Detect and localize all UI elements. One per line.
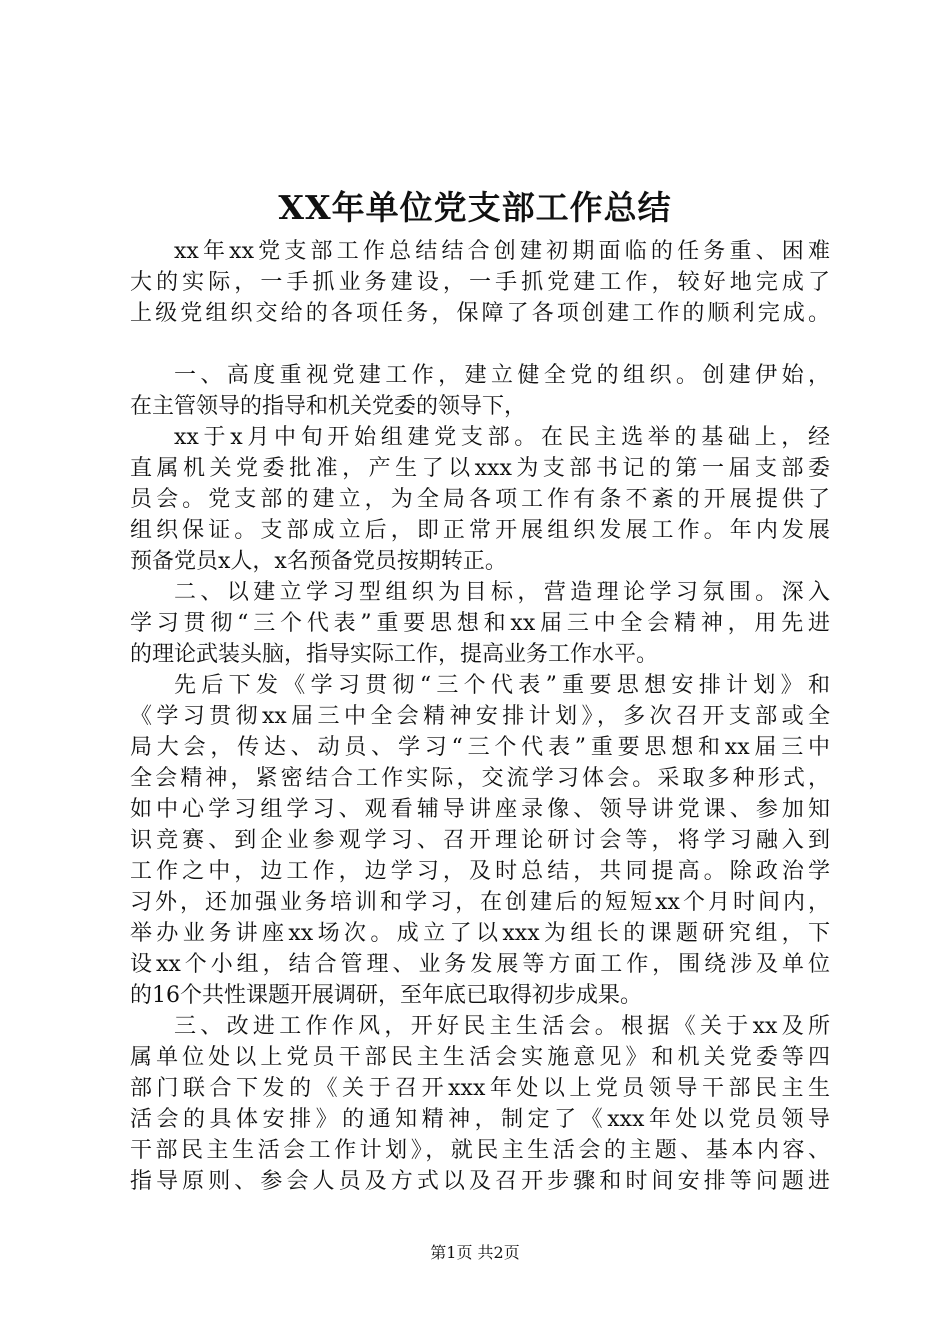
text-line: 直属机关党委批准，产生了以xxx为支部书记的第一届支部委 [130, 456, 830, 481]
text-line: xx于x月中旬开始组建党支部。在民主选举的基础上，经 [174, 425, 830, 450]
text-line: 员会。党支部的建立，为全局各项工作有条不紊的开展提供了 [130, 487, 830, 512]
text-line: 习外，还加强业务培训和学习，在创建后的短短xx个月时间内， [130, 890, 830, 915]
text-line: 三、改进工作作风，开好民主生活会。根据《关于xx及所 [174, 1014, 830, 1039]
text-line: 如中心学习组学习、观看辅导讲座录像、领导讲党课、参加知 [130, 797, 830, 822]
text-line: 在主管领导的指导和机关党委的领导下， [130, 394, 527, 419]
text-line: 识竞赛、到企业参观学习、召开理论研讨会等，将学习融入到 [130, 828, 830, 853]
text-line: 上级党组织交给的各项任务，保障了各项创建工作的顺利完成。 [130, 301, 830, 326]
page-title: XX年单位党支部工作总结 [278, 188, 672, 227]
text-line: 指导原则、参会人员及方式以及召开步骤和时间安排等问题进 [130, 1169, 830, 1194]
page-number-footer: 第1页 共2页 [430, 1243, 520, 1262]
text-line: 二、以建立学习型组织为目标，营造理论学习氛围。深入 [174, 580, 830, 605]
text-line: 预备党员x人，x名预备党员按期转正。 [130, 549, 507, 574]
text-line: 举办业务讲座xx场次。成立了以xxx为组长的课题研究组，下 [130, 921, 830, 946]
text-line: 设xx个小组，结合管理、业务发展等方面工作，围绕涉及单位 [130, 952, 830, 977]
text-line: 局大会，传达、动员、学习“三个代表”重要思想和xx届三中 [130, 735, 830, 760]
blank-line [130, 329, 830, 360]
text-line: 干部民主生活会工作计划》，就民主生活会的主题、基本内容、 [130, 1138, 830, 1163]
text-line: 组织保证。支部成立后，即正常开展组织发展工作。年内发展 [130, 518, 830, 543]
text-line: 一、高度重视党建工作，建立健全党的组织。创建伊始， [174, 363, 830, 388]
text-line: 的16个共性课题开展调研，至年底已取得初步成果。 [130, 983, 642, 1008]
text-line: 工作之中，边工作，边学习，及时总结，共同提高。除政治学 [130, 859, 830, 884]
text-line: 大的实际，一手抓业务建设，一手抓党建工作，较好地完成了 [130, 270, 830, 295]
document-body [130, 236, 830, 1197]
text-line: 部门联合下发的《关于召开xxx年处以上党员领导干部民主生 [130, 1076, 830, 1101]
text-line: 《学习贯彻xx届三中全会精神安排计划》，多次召开支部或全 [130, 704, 830, 729]
text-line: xx年xx党支部工作总结结合创建初期面临的任务重、困难 [174, 239, 830, 264]
text-line: 活会的具体安排》的通知精神，制定了《xxx年处以党员领导 [130, 1107, 830, 1132]
text-line: 全会精神，紧密结合工作实际，交流学习体会。采取多种形式， [130, 766, 830, 791]
text-line: 的理论武装头脑，指导实际工作，提高业务工作水平。 [130, 642, 659, 667]
text-line: 学习贯彻“三个代表”重要思想和xx届三中全会精神，用先进 [130, 611, 830, 636]
text-line: 先后下发《学习贯彻“三个代表”重要思想安排计划》和 [174, 673, 830, 698]
text-line: 属单位处以上党员干部民主生活会实施意见》和机关党委等四 [130, 1045, 830, 1070]
